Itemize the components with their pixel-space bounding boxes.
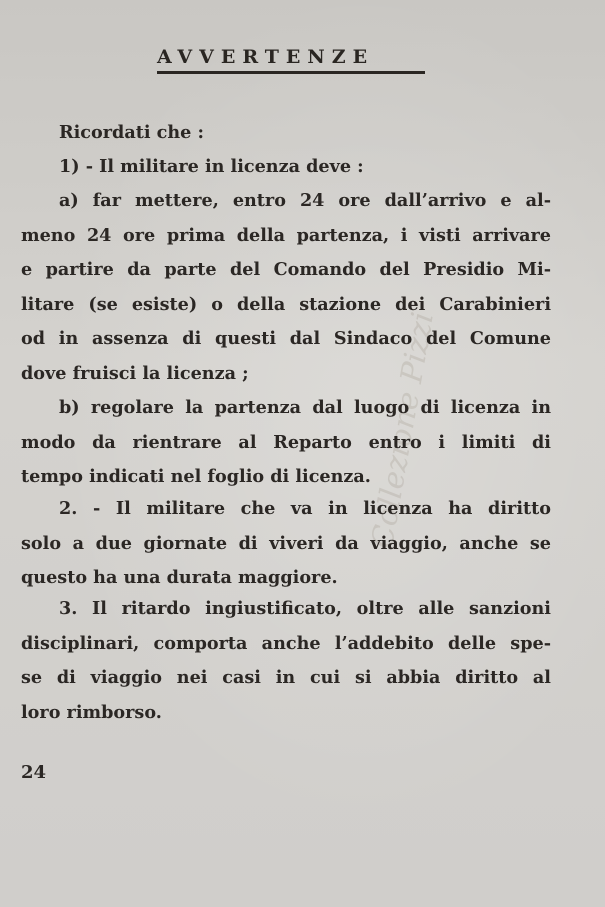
item1-heading-line: 1) - Il militare in licenza deve : [59,156,364,177]
item2-line-0: 2. - Il militare che va in licenza ha diritto [59,498,551,519]
item1-heading [21,150,589,185]
item1a-line-4: od in assenza di questi dal Sindaco del Comune [21,328,551,349]
item3-line-0: 3. Il ritardo ingiustificato, oltre alle sanzioni [59,598,551,619]
intro-text [21,116,589,151]
item3-line-3: loro rimborso. [21,701,162,723]
item2-line-2: questo ha una durata maggiore. [21,567,338,588]
item1a-line-1: meno 24 ore prima della partenza, i visti arrivare [21,224,551,246]
item1b-line-1: modo da rientrare al Reparto entro i limiti di [21,431,551,453]
page-title: AVVERTENZE [157,46,425,74]
item1a-line-2: e partire da parte del Comando del Presidio Mi- [21,259,551,280]
item3-paragraph [21,592,551,730]
item1a-line-5: dove fruisci la licenza ; [21,362,249,384]
item1b-line-0: b) regolare la partenza dal luogo di licenza in [59,397,551,418]
intro-line: Ricordati che : [59,122,204,143]
item1b-paragraph [21,391,551,495]
item3-line-2: se di viaggio nei casi in cui si abbia diritto al [21,667,551,688]
item1b-line-2: tempo indicati nel foglio di licenza. [21,466,371,487]
item1a-paragraph [21,184,551,391]
item1a-line-0: a) far mettere, entro 24 ore dall’arrivo e al- [59,190,551,211]
item3-line-1: disciplinari, comporta anche l’addebito delle spe- [21,632,551,654]
item2-paragraph [21,492,551,596]
page-number: 24 [21,762,47,783]
watermark-signature: Collezione Pizzi [365,309,441,552]
item1a-line-3: litare (se esiste) o della stazione dei Carabinieri [21,293,551,315]
item2-line-1: solo a due giornate di viveri da viaggio, anche se [21,532,551,554]
